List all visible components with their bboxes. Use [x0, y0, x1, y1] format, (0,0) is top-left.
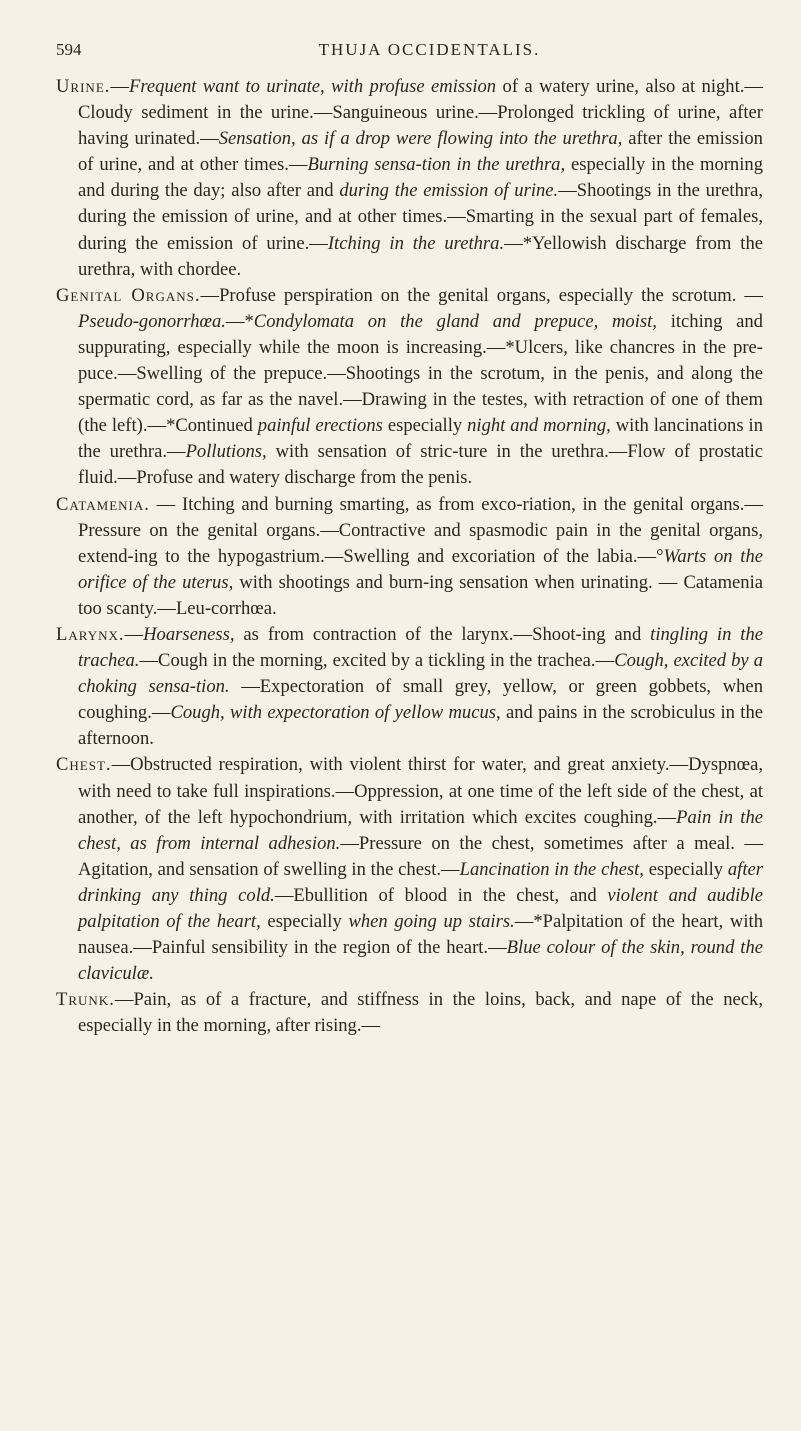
body-text [56, 74, 763, 1039]
body-text-run: —Ebullition of blood in the chest, and [274, 884, 608, 906]
body-text-run: —Shootings in the urethra, during the emission of urine, and at other times.—Smarting in the sexual part of females, during the emission of urine.— [78, 180, 763, 254]
emphasized-text: after drinking any thing cold. [78, 858, 763, 906]
section-heading: Chest. [56, 754, 112, 776]
emphasized-text: Pain in the chest, as from internal adhesion. [78, 806, 764, 854]
body-text-run: of a watery urine, also at night.—Cloudy sediment in the urine.—Sanguineous urine.—Prolonged trickling of urine, after having urinated.— [78, 76, 763, 150]
emphasized-text: Burning sensa-tion in the urethra, [307, 154, 566, 176]
body-text-run: —*Palpitation of the heart, with nausea.—Painful sensibility in the region of the heart.— [78, 911, 763, 959]
section-heading: Catamenia. [56, 493, 150, 515]
body-text-run: —Pressure on the chest, sometimes after a meal. — Agitation, and sensation of swelling in the chest.— [78, 832, 763, 880]
body-text-run: with lancinations in the urethra.— [78, 415, 763, 463]
emphasized-text: when going up stairs. [348, 911, 515, 932]
body-text-run: —Profuse perspiration on the genital organs, especially the scrotum. — [200, 284, 763, 306]
section-heading: Urine. [56, 76, 111, 97]
body-text-run: — [110, 76, 129, 97]
emphasized-text: during the emission of urine. [339, 180, 559, 202]
emphasized-text: Cough, excited by a choking sensa-tion. [78, 650, 763, 698]
emphasized-text: Sensation, as if a drop were flowing into the urethra, [218, 128, 623, 150]
emphasized-text: tingling in the trachea. [78, 623, 763, 672]
emphasized-text: Itching in the urethra. [327, 232, 505, 254]
body-text-run: — [124, 623, 144, 645]
body-text-run: itching and suppurating, especially while the moon is increasing.—*Ulcers, like chancres in the pre-puce.—Swelling of the prepuce.—Shootings in the scrotum, in the penis, and along the spermatic cord, as far as the navel.—Drawing in the testes, with retraction of one of them (the left).—*Continued [78, 310, 763, 437]
section-heading: Larynx. [56, 623, 125, 645]
body-text-run: with shootings and burn-ing sensation when urinating. — Catamenia too scanty.—Leu-corrhœa. [78, 571, 763, 619]
section-paragraph [56, 622, 763, 752]
body-text-run: —*Yellowish discharge from the urethra, with chordee. [78, 232, 763, 280]
body-text-run: —Expectoration of small grey, yellow, or green gobbets, when coughing.— [78, 676, 763, 724]
body-text-run: after the emission of urine, and at other times.— [78, 128, 763, 176]
body-text-run: —Cough in the morning, excited by a tickling in the trachea.— [139, 650, 615, 672]
body-text-run: especially in the morning and during the day; also after and [78, 154, 763, 202]
body-text-run: — Itching and burning smarting, as from exco-riation, in the genital organs.—Pressure on the genital organs.—Contractive and spasmodic pain in the genital organs, extend-ing to the hypogastrium.—Swelling and excoriation of the labia.—° [78, 493, 763, 567]
body-text-run: especially [382, 415, 468, 437]
body-text-run: and pains in the scrobiculus in the afternoon. [78, 702, 763, 750]
emphasized-text: Cough, with expectoration of yellow mucus, [170, 702, 501, 724]
running-title: THUJA OCCIDENTALIS. [318, 40, 541, 59]
emphasized-text: Blue colour of the skin, round the claviculæ. [78, 937, 763, 985]
body-text-run: as from contraction of the larynx.—Shoot-ing and [234, 623, 651, 645]
section-paragraph [56, 74, 763, 283]
body-text-run: —Pain, as of a fracture, and stiffness in the loins, back, and nape of the neck, especially in the morning, after rising.— [78, 989, 763, 1037]
section-paragraph [56, 752, 763, 987]
page-number: 594 [56, 40, 82, 59]
emphasized-text: painful erections [257, 415, 383, 437]
emphasized-text: Warts on the orifice of the uterus, [78, 545, 763, 593]
section-paragraph [56, 492, 763, 622]
emphasized-text: violent and audible palpitation of the heart, [78, 884, 763, 932]
body-text-run: —* [225, 310, 254, 332]
emphasized-text: Lancination in the chest, [459, 858, 644, 880]
section-heading: Genital Organs. [56, 284, 201, 306]
emphasized-text: Pseudo-gonorrhœa. [78, 310, 226, 332]
body-text-run: —Obstructed respiration, with violent thirst for water, and great anxiety.—Dyspnœa, with need to take full inspirations.—Oppression, at one time of the left side of the chest, at another, of the left hypochondrium, with irritation which excites coughing.— [78, 754, 763, 828]
emphasized-text: Pollutions, [185, 441, 267, 463]
section-paragraph [56, 987, 763, 1039]
body-text-run: especially [260, 911, 349, 932]
emphasized-text: Condylomata on the gland and prepuce, moist, [253, 310, 657, 332]
body-text-run: especially [643, 858, 728, 880]
emphasized-text: Frequent want to urinate, with profuse emission [129, 76, 497, 97]
section-paragraph [56, 283, 763, 492]
body-text-run: with sensation of stric-ture in the urethra.—Flow of prostatic fluid.—Profuse and watery discharge from the penis. [78, 441, 763, 489]
running-head [56, 40, 763, 74]
emphasized-text: night and morning, [467, 415, 611, 437]
emphasized-text: Hoarseness, [143, 623, 235, 645]
section-heading: Trunk. [56, 989, 115, 1011]
